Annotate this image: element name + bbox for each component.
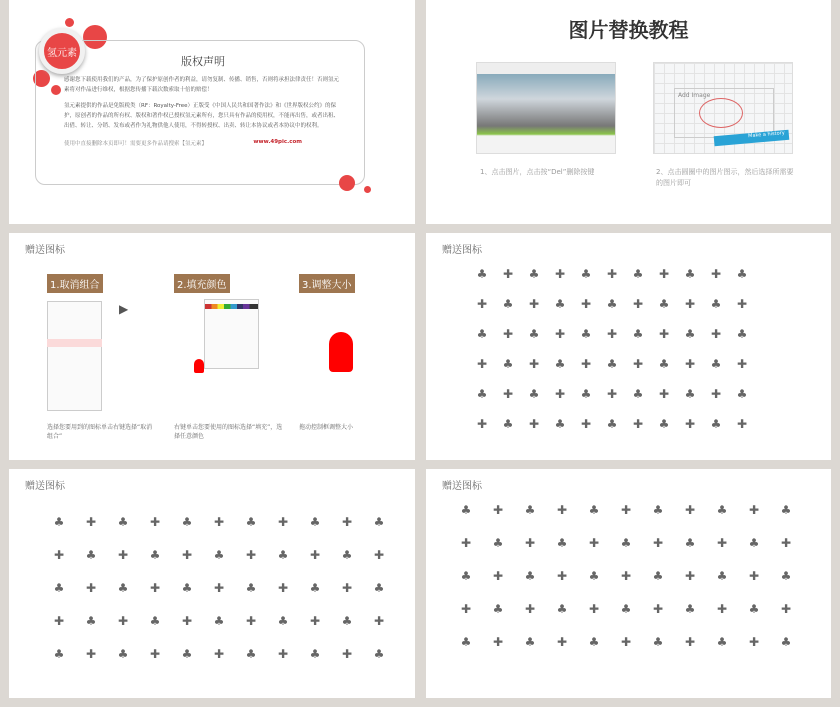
food-icon[interactable]: ✚ xyxy=(245,614,257,628)
step-desc: 右键单击您要使用的图标选择“填充”，选择任意颜色 xyxy=(174,424,283,440)
step-desc: 选择您要用到的图标单击右键选择“取消组合” xyxy=(47,424,153,440)
food-icon[interactable]: ✚ xyxy=(620,569,632,583)
food-icon[interactable]: ♣ xyxy=(588,503,600,517)
food-icon[interactable]: ♣ xyxy=(606,297,618,311)
food-icon[interactable]: ✚ xyxy=(684,635,696,649)
step-ungroup: 1.取消组合 ▶ 选择您要用到的图标单击右键选择“取消组合” xyxy=(47,273,157,441)
food-icon[interactable]: ✚ xyxy=(780,536,792,550)
food-icon[interactable]: ✚ xyxy=(652,602,664,616)
make-history-banner: Make a history xyxy=(714,130,790,146)
copyright-card xyxy=(35,40,365,185)
food-icon[interactable]: ♣ xyxy=(149,614,161,628)
food-icon[interactable]: ✚ xyxy=(85,647,97,661)
tutorial-title: 图片替换教程 xyxy=(568,18,689,42)
food-icon[interactable]: ♣ xyxy=(652,569,664,583)
food-icon[interactable]: ♣ xyxy=(588,635,600,649)
food-icon[interactable]: ✚ xyxy=(213,515,225,529)
food-icon[interactable]: ✚ xyxy=(710,267,722,281)
food-icon[interactable]: ✚ xyxy=(606,327,618,341)
food-icon[interactable]: ✚ xyxy=(149,581,161,595)
food-icon[interactable]: ♣ xyxy=(736,327,748,341)
food-icon[interactable]: ♣ xyxy=(245,581,257,595)
food-icon[interactable]: ♣ xyxy=(277,548,289,562)
food-icon[interactable]: ♣ xyxy=(181,581,193,595)
image-icon-circle xyxy=(699,98,743,128)
food-icon[interactable]: ♣ xyxy=(556,536,568,550)
food-icon[interactable]: ✚ xyxy=(309,548,321,562)
food-icon[interactable]: ♣ xyxy=(748,602,760,616)
food-icon[interactable]: ✚ xyxy=(658,267,670,281)
food-icon[interactable]: ♣ xyxy=(632,327,644,341)
food-icon[interactable]: ♣ xyxy=(213,548,225,562)
step2-caption: 2、点击圆圈中的图片图示，然后选择所需要的图片即可 xyxy=(656,168,794,187)
food-icon[interactable]: ♣ xyxy=(684,536,696,550)
food-icon[interactable]: ✚ xyxy=(620,635,632,649)
food-icon[interactable]: ✚ xyxy=(556,569,568,583)
food-icon[interactable]: ✚ xyxy=(632,297,644,311)
food-icon[interactable]: ✚ xyxy=(460,602,472,616)
food-icon[interactable]: ✚ xyxy=(658,327,670,341)
food-icon[interactable]: ♣ xyxy=(620,536,632,550)
food-icon[interactable]: ♣ xyxy=(53,581,65,595)
food-icon[interactable]: ✚ xyxy=(213,647,225,661)
food-icon[interactable]: ♣ xyxy=(528,267,540,281)
food-icon[interactable]: ✚ xyxy=(476,417,488,431)
food-icon[interactable]: ♣ xyxy=(606,357,618,371)
food-icon[interactable]: ✚ xyxy=(684,297,696,311)
food-icon[interactable]: ✚ xyxy=(528,297,540,311)
food-icon[interactable]: ♣ xyxy=(117,647,129,661)
slide-title: 赠送图标 xyxy=(442,481,482,492)
food-icon[interactable]: ✚ xyxy=(502,267,514,281)
food-icon[interactable]: ♣ xyxy=(460,569,472,583)
food-icon[interactable]: ✚ xyxy=(580,417,592,431)
food-icon[interactable]: ✚ xyxy=(736,297,748,311)
food-icon[interactable]: ♣ xyxy=(181,647,193,661)
food-icon[interactable]: ♣ xyxy=(736,267,748,281)
icons-howto-slide xyxy=(9,233,415,460)
food-icon[interactable]: ✚ xyxy=(580,357,592,371)
food-icon[interactable]: ♣ xyxy=(502,417,514,431)
food-icon[interactable]: ♣ xyxy=(373,515,385,529)
team-photo[interactable] xyxy=(476,62,616,154)
food-icon[interactable]: ♣ xyxy=(652,503,664,517)
food-icon[interactable]: ✚ xyxy=(117,548,129,562)
food-icon[interactable]: ♣ xyxy=(716,569,728,583)
food-icon[interactable]: ♣ xyxy=(85,548,97,562)
food-icon[interactable]: ♣ xyxy=(580,267,592,281)
food-icon[interactable]: ♣ xyxy=(780,569,792,583)
food-icon[interactable]: ♣ xyxy=(460,503,472,517)
food-icon[interactable]: ✚ xyxy=(492,569,504,583)
brand-badge: 氢元素 xyxy=(39,28,85,74)
food-icon[interactable]: ♣ xyxy=(780,635,792,649)
food-icon[interactable]: ✚ xyxy=(736,417,748,431)
food-icon[interactable]: ♣ xyxy=(373,581,385,595)
food-icon[interactable]: ✚ xyxy=(502,327,514,341)
food-icon[interactable]: ♣ xyxy=(213,614,225,628)
slide-title: 赠送图标 xyxy=(442,245,482,256)
icons-slide-a xyxy=(426,233,831,460)
food-icon[interactable]: ✚ xyxy=(277,581,289,595)
food-icon[interactable]: ✚ xyxy=(736,357,748,371)
food-icon[interactable]: ✚ xyxy=(341,647,353,661)
resized-person-icon[interactable] xyxy=(329,332,353,372)
food-icon[interactable]: ♣ xyxy=(554,297,566,311)
copyright-slide xyxy=(9,0,415,224)
food-icon[interactable]: ✚ xyxy=(277,515,289,529)
food-icon[interactable]: ♣ xyxy=(53,647,65,661)
copyright-footer: 使用中直接删除本页即可！需要更多作品请搜索【氢元素】 xyxy=(64,141,208,147)
food-icon[interactable]: ✚ xyxy=(684,417,696,431)
food-icon[interactable]: ✚ xyxy=(502,387,514,401)
food-icon[interactable]: ♣ xyxy=(460,635,472,649)
food-icon[interactable]: ♣ xyxy=(492,536,504,550)
food-icon[interactable]: ♣ xyxy=(476,267,488,281)
food-icon[interactable]: ✚ xyxy=(277,647,289,661)
food-icon[interactable]: ♣ xyxy=(748,536,760,550)
food-icon[interactable]: ✚ xyxy=(620,503,632,517)
food-icon[interactable]: ✚ xyxy=(149,647,161,661)
food-icon[interactable]: ✚ xyxy=(492,635,504,649)
food-icon[interactable]: ♣ xyxy=(684,387,696,401)
food-icon[interactable]: ♣ xyxy=(524,569,536,583)
placeholder-screenshot[interactable] xyxy=(653,62,793,154)
food-icon[interactable]: ♣ xyxy=(524,503,536,517)
fill-color-menu xyxy=(204,299,259,369)
food-icon[interactable]: ♣ xyxy=(606,417,618,431)
food-icon[interactable]: ✚ xyxy=(716,536,728,550)
food-icon[interactable]: ♣ xyxy=(117,515,129,529)
food-icon[interactable]: ♣ xyxy=(181,515,193,529)
step-resize xyxy=(299,273,409,432)
food-icon[interactable]: ♣ xyxy=(502,297,514,311)
step-label: 1.取消组合 xyxy=(47,274,103,293)
food-icon[interactable]: ♣ xyxy=(620,602,632,616)
food-icon[interactable]: ✚ xyxy=(53,614,65,628)
food-icon[interactable]: ✚ xyxy=(748,569,760,583)
food-icon[interactable]: ♣ xyxy=(245,647,257,661)
food-icon[interactable]: ✚ xyxy=(524,536,536,550)
icons-slide-b xyxy=(9,469,415,698)
food-icon[interactable]: ✚ xyxy=(588,602,600,616)
food-icon[interactable]: ♣ xyxy=(309,647,321,661)
food-icon[interactable]: ♣ xyxy=(341,548,353,562)
food-icon[interactable]: ♣ xyxy=(716,635,728,649)
tutorial-slide xyxy=(426,0,831,224)
food-icon[interactable]: ✚ xyxy=(181,548,193,562)
food-icon[interactable]: ✚ xyxy=(554,387,566,401)
food-icon[interactable]: ✚ xyxy=(85,515,97,529)
food-icon[interactable]: ✚ xyxy=(554,327,566,341)
food-icon[interactable]: ♣ xyxy=(554,417,566,431)
food-icon[interactable]: ✚ xyxy=(309,614,321,628)
food-icon[interactable]: ✚ xyxy=(684,503,696,517)
food-icon[interactable]: ♣ xyxy=(528,327,540,341)
food-icon[interactable]: ✚ xyxy=(181,614,193,628)
food-icon[interactable]: ✚ xyxy=(554,267,566,281)
food-icon[interactable]: ✚ xyxy=(556,635,568,649)
food-icon[interactable]: ♣ xyxy=(85,614,97,628)
food-icon[interactable]: ♣ xyxy=(658,417,670,431)
food-icon[interactable]: ✚ xyxy=(606,387,618,401)
slide-title: 赠送图标 xyxy=(25,481,65,492)
step-desc: 拖动控制框调整大小 xyxy=(299,424,354,431)
food-icon[interactable]: ✚ xyxy=(716,602,728,616)
step-label: 3.调整大小 xyxy=(299,274,355,293)
food-icon[interactable]: ✚ xyxy=(341,581,353,595)
food-icon[interactable]: ♣ xyxy=(554,357,566,371)
food-icon[interactable]: ♣ xyxy=(528,387,540,401)
food-icon[interactable]: ♣ xyxy=(476,387,488,401)
icons-slide-c xyxy=(426,469,831,698)
food-icon[interactable]: ✚ xyxy=(658,387,670,401)
food-icon[interactable]: ✚ xyxy=(492,503,504,517)
add-image-label: Add Image xyxy=(674,88,774,138)
food-icon[interactable]: ♣ xyxy=(117,581,129,595)
food-icon[interactable]: ♣ xyxy=(580,387,592,401)
food-icon[interactable]: ♣ xyxy=(524,635,536,649)
food-icon[interactable]: ✚ xyxy=(684,357,696,371)
food-icon[interactable]: ♣ xyxy=(710,297,722,311)
copyright-url[interactable]: www.49pic.com xyxy=(253,139,302,145)
step1-caption: 1、点击图片，点击按“Del”删除按键 xyxy=(480,168,595,176)
food-icon[interactable]: ♣ xyxy=(780,503,792,517)
copyright-title: 版权声明 xyxy=(181,55,225,68)
food-icon[interactable]: ✚ xyxy=(556,503,568,517)
food-icon[interactable]: ♣ xyxy=(53,515,65,529)
food-icon[interactable]: ♣ xyxy=(580,327,592,341)
food-icon[interactable]: ✚ xyxy=(476,357,488,371)
food-icon[interactable]: ✚ xyxy=(53,548,65,562)
food-icon[interactable]: ✚ xyxy=(460,536,472,550)
slide-title: 赠送图标 xyxy=(25,245,65,256)
context-menu xyxy=(47,301,102,411)
food-icon[interactable]: ✚ xyxy=(245,548,257,562)
food-icon[interactable]: ♣ xyxy=(492,602,504,616)
food-icon[interactable]: ✚ xyxy=(652,536,664,550)
food-icon[interactable]: ♣ xyxy=(658,297,670,311)
food-icon[interactable]: ✚ xyxy=(748,503,760,517)
food-icon[interactable]: ♣ xyxy=(341,614,353,628)
food-icon[interactable]: ♣ xyxy=(710,357,722,371)
food-icon[interactable]: ✚ xyxy=(476,297,488,311)
food-icon[interactable]: ♣ xyxy=(632,387,644,401)
food-icon[interactable]: ♣ xyxy=(658,357,670,371)
food-icon[interactable]: ♣ xyxy=(309,581,321,595)
food-icon[interactable]: ✚ xyxy=(632,417,644,431)
food-icon[interactable]: ♣ xyxy=(684,602,696,616)
food-icon[interactable]: ♣ xyxy=(710,417,722,431)
food-icon[interactable]: ♣ xyxy=(632,267,644,281)
food-icon[interactable]: ♣ xyxy=(556,602,568,616)
food-icon[interactable]: ✚ xyxy=(213,581,225,595)
food-icon[interactable]: ♣ xyxy=(716,503,728,517)
food-icon[interactable]: ♣ xyxy=(149,548,161,562)
food-icon[interactable]: ♣ xyxy=(476,327,488,341)
food-icon[interactable]: ♣ xyxy=(588,569,600,583)
step-label: 2.填充颜色 xyxy=(174,274,230,293)
food-icon[interactable]: ✚ xyxy=(373,614,385,628)
copyright-para2: 氢元素提供的作品是免版税类（RF：Royalty-Free）正版受《中国人民共和国著作法》和《世界版权公约》的保护，原创者的作品的所有权、版权和著作权已授权氢元素所有，您只具有作品的使用权，不能再出售，或者出租、出借、转让、分销、发布或者作为礼物供他人使用，不得转授权、出卖、转让本协议或者本协议中的权利。 xyxy=(64,103,340,129)
food-icon[interactable]: ♣ xyxy=(736,387,748,401)
food-icon[interactable]: ✚ xyxy=(606,267,618,281)
food-icon[interactable]: ✚ xyxy=(710,327,722,341)
food-icon[interactable]: ✚ xyxy=(580,297,592,311)
food-icon[interactable]: ♣ xyxy=(502,357,514,371)
food-icon[interactable]: ✚ xyxy=(528,357,540,371)
food-icon[interactable]: ✚ xyxy=(341,515,353,529)
food-icon[interactable]: ♣ xyxy=(684,327,696,341)
food-icon[interactable]: ✚ xyxy=(780,602,792,616)
food-icon[interactable]: ✚ xyxy=(373,548,385,562)
food-icon[interactable]: ✚ xyxy=(524,602,536,616)
food-icon[interactable]: ✚ xyxy=(528,417,540,431)
food-icon[interactable]: ✚ xyxy=(632,357,644,371)
food-icon[interactable]: ✚ xyxy=(85,581,97,595)
food-icon[interactable]: ✚ xyxy=(588,536,600,550)
food-icon[interactable]: ♣ xyxy=(245,515,257,529)
food-icon[interactable]: ✚ xyxy=(117,614,129,628)
food-icon[interactable]: ♣ xyxy=(309,515,321,529)
step-fill xyxy=(174,273,284,441)
food-icon[interactable]: ♣ xyxy=(652,635,664,649)
food-icon[interactable]: ✚ xyxy=(149,515,161,529)
food-icon[interactable]: ✚ xyxy=(710,387,722,401)
food-icon[interactable]: ♣ xyxy=(373,647,385,661)
food-icon[interactable]: ♣ xyxy=(277,614,289,628)
food-icon[interactable]: ✚ xyxy=(684,569,696,583)
food-icon[interactable]: ✚ xyxy=(748,635,760,649)
food-icon[interactable]: ♣ xyxy=(684,267,696,281)
copyright-para1: 感谢您下载使用我们的产品，为了保护原创作者的利益，请勿复制、传播、销售，否则将承担法律责任！否则氢元素将对作品进行维权，根据您传播下载次数索取十倍的赔偿！ xyxy=(64,77,340,93)
